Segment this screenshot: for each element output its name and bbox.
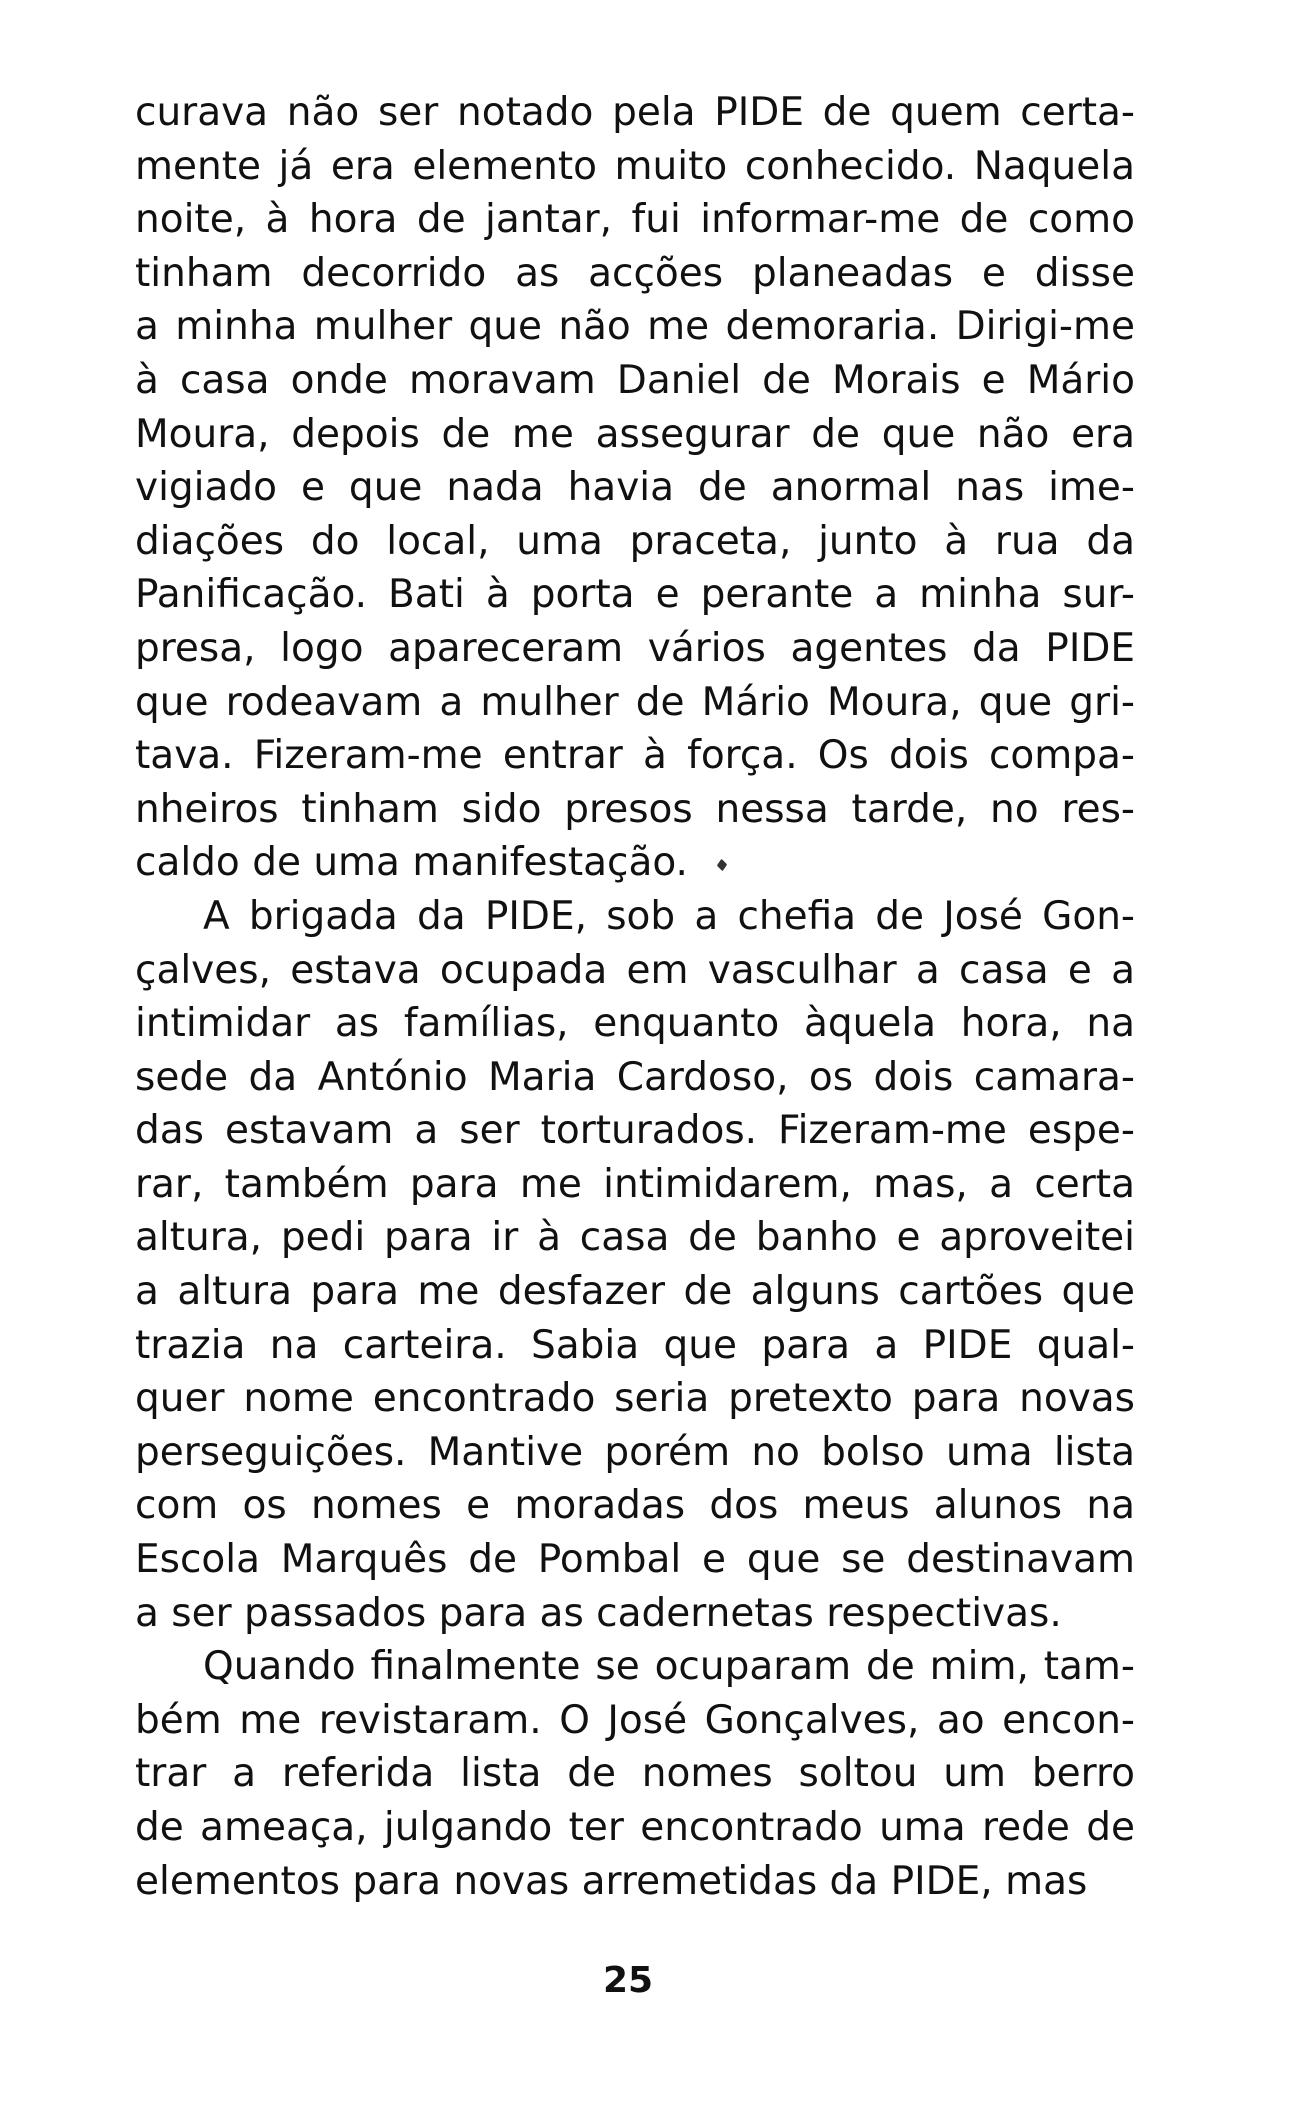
text-line: Moura, depois de me assegurar de que não era [135,411,1135,457]
text-line: çalves, estava ocupada em vasculhar a casa e a [135,947,1135,993]
text-line: quer nome encontrado seria pretexto para novas [135,1376,1135,1422]
text-line: Escola Marquês de Pombal e que se destinavam [135,1537,1135,1583]
text-line: das estavam a ser torturados. Fizeram-me espe- [135,1108,1135,1154]
text-line: tinham decorrido as acções planeadas e disse [135,250,1135,296]
page-number: 25 [602,1960,654,2001]
text-line: diações do local, uma praceta, junto à rua da [135,518,1135,564]
text-line: vigiado e que nada havia de anormal nas ime- [135,465,1135,511]
paragraph [135,1640,1135,1908]
ink-speck [717,859,727,871]
text-line: trazia na carteira. Sabia que para a PIDE qual- [135,1322,1135,1368]
text-line: altura, pedi para ir à casa de banho e aproveitei [135,1215,1135,1261]
text-line: tava. Fizeram-me entrar à força. Os dois compa- [135,733,1135,779]
paragraph [135,890,1135,1640]
text-line: Panificação. Bati à porta e perante a minha sur- [135,572,1135,618]
text-line: sede da António Maria Cardoso, os dois camara- [135,1054,1135,1100]
text-line: Quando finalmente se ocuparam de mim, tam- [203,1644,1135,1690]
text-line: intimidar as famílias, enquanto àquela hora, na [135,1001,1135,1047]
text-line: que rodeavam a mulher de Mário Moura, que gri- [135,679,1135,725]
text-line: mente já era elemento muito conhecido. Naquela [135,143,1135,189]
text-line: nheiros tinham sido presos nessa tarde, no res- [135,786,1135,832]
text-line: elementos para novas arremetidas da PIDE, mas [135,1858,1088,1904]
paragraph [135,86,1135,890]
text-line: com os nomes e moradas dos meus alunos na [135,1483,1135,1529]
text-line: trar a referida lista de nomes soltou um berro [135,1751,1135,1797]
text-line: noite, à hora de jantar, fui informar-me de como [135,197,1135,243]
text-line: curava não ser notado pela PIDE de quem certa- [135,90,1135,135]
text-line: rar, também para me intimidarem, mas, a certa [135,1161,1135,1207]
text-line: caldo de uma manifestação. [135,836,1135,890]
text-line: a altura para me desfazer de alguns cartões que [135,1269,1135,1315]
text-line: de ameaça, julgando ter encontrado uma rede de [135,1805,1135,1850]
text-line: presa, logo apareceram vários agentes da PIDE [135,625,1135,671]
text-line: A brigada da PIDE, sob a chefia de José Gon- [203,893,1135,939]
text-line: bém me revistaram. O José Gonçalves, ao encon- [135,1697,1135,1743]
text-line: a minha mulher que não me demoraria. Dirigi-me [135,304,1135,350]
text-line: a ser passados para as cadernetas respectivas. [135,1590,1062,1636]
body-text [135,86,1135,1908]
text-line: perseguições. Mantive porém no bolso uma lista [135,1429,1135,1475]
text-line: à casa onde moravam Daniel de Morais e Mário [135,357,1135,403]
